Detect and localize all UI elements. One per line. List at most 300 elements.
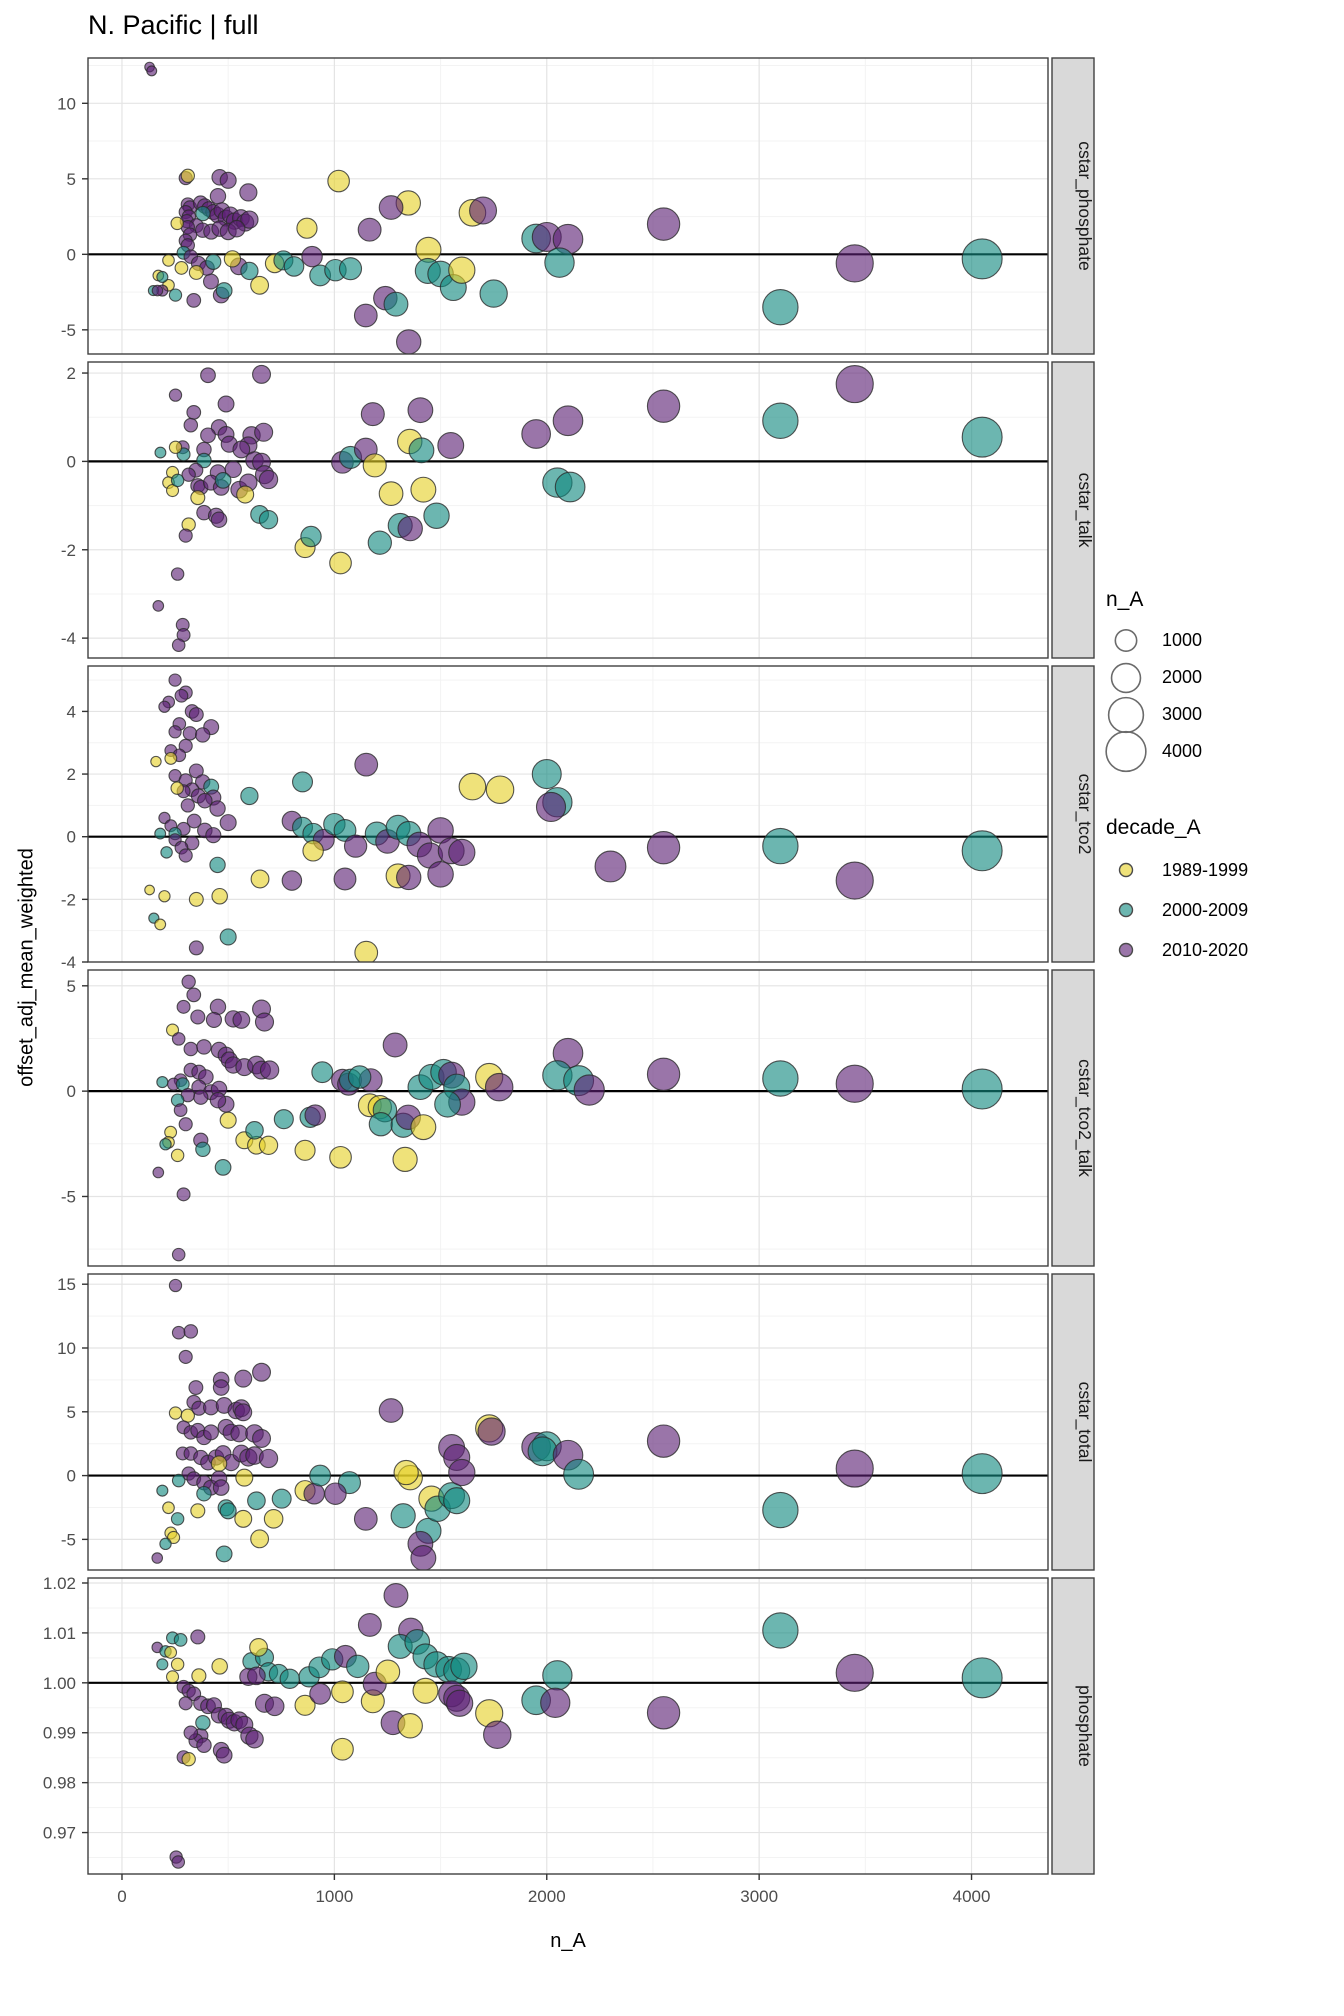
data-point bbox=[259, 1449, 277, 1467]
data-point bbox=[246, 1122, 263, 1139]
y-tick-label: 10 bbox=[57, 1339, 76, 1358]
data-point bbox=[240, 184, 257, 201]
data-point bbox=[196, 728, 210, 742]
data-point bbox=[470, 197, 497, 224]
data-point bbox=[962, 831, 1002, 871]
data-point bbox=[155, 828, 166, 839]
y-tick-label: -5 bbox=[60, 1187, 76, 1207]
data-point bbox=[545, 248, 574, 277]
data-point bbox=[179, 529, 192, 542]
data-point bbox=[159, 701, 170, 712]
data-point bbox=[763, 290, 798, 325]
data-point bbox=[595, 851, 626, 882]
data-point bbox=[384, 1584, 408, 1608]
color-legend-label: 2000-2009 bbox=[1162, 899, 1249, 920]
data-point bbox=[312, 1062, 333, 1083]
facet-strip-label: cstar_talk bbox=[1075, 472, 1095, 548]
data-point bbox=[836, 245, 873, 282]
data-point bbox=[169, 389, 181, 401]
data-point bbox=[191, 1010, 205, 1024]
plot-title: N. Pacific | full bbox=[88, 10, 259, 40]
facet-strip-label: cstar_phosphate bbox=[1075, 141, 1095, 271]
data-point bbox=[196, 1716, 210, 1730]
data-point bbox=[169, 1279, 181, 1291]
data-point bbox=[216, 1546, 232, 1562]
data-point bbox=[447, 1690, 473, 1716]
y-tick-label: 1.02 bbox=[42, 1573, 76, 1593]
data-point bbox=[165, 1646, 177, 1658]
data-point bbox=[541, 1688, 570, 1717]
y-tick-label: 0 bbox=[66, 245, 76, 265]
data-point bbox=[354, 1508, 377, 1531]
data-point bbox=[196, 206, 210, 220]
y-tick-label: 1.00 bbox=[42, 1673, 76, 1693]
data-point bbox=[647, 1697, 679, 1729]
data-point bbox=[536, 792, 565, 821]
y-tick-label: 0.97 bbox=[42, 1823, 76, 1843]
size-legend-label: 3000 bbox=[1162, 704, 1203, 724]
facet-panel-cstar_tco2 bbox=[61, 666, 1095, 972]
data-point bbox=[171, 474, 183, 486]
data-point bbox=[151, 756, 161, 766]
color-legend bbox=[1104, 816, 1334, 970]
data-point bbox=[330, 1146, 352, 1168]
data-point bbox=[358, 1614, 381, 1637]
data-point bbox=[250, 1639, 268, 1657]
data-point bbox=[251, 1530, 269, 1548]
data-point bbox=[187, 988, 201, 1002]
data-point bbox=[368, 531, 391, 554]
data-point bbox=[216, 283, 232, 299]
data-point bbox=[259, 1136, 277, 1154]
data-point bbox=[187, 406, 201, 420]
data-point bbox=[284, 257, 304, 277]
y-tick-label: 5 bbox=[66, 1402, 76, 1422]
data-point bbox=[449, 839, 475, 865]
data-point bbox=[171, 1149, 183, 1161]
data-point bbox=[836, 1654, 873, 1691]
data-point bbox=[172, 1474, 184, 1486]
data-point bbox=[171, 568, 183, 580]
data-point bbox=[213, 1380, 229, 1396]
data-point bbox=[206, 828, 221, 843]
size-legend-title: n_A bbox=[1106, 588, 1144, 611]
data-point bbox=[962, 1069, 1002, 1109]
size-legend-label: 1000 bbox=[1162, 630, 1203, 650]
data-point bbox=[172, 1248, 184, 1260]
y-tick-label: 0 bbox=[66, 827, 76, 847]
data-point bbox=[251, 870, 269, 888]
data-point bbox=[325, 1483, 346, 1504]
data-point bbox=[411, 477, 436, 502]
data-point bbox=[169, 289, 181, 301]
data-point bbox=[191, 1504, 205, 1518]
data-point bbox=[255, 423, 273, 441]
data-point bbox=[163, 255, 175, 267]
y-tick-label: 10 bbox=[57, 94, 76, 114]
data-point bbox=[485, 1073, 512, 1100]
y-tick-label: -2 bbox=[60, 890, 76, 910]
data-point bbox=[231, 1425, 248, 1442]
data-point bbox=[204, 1425, 219, 1440]
data-point bbox=[305, 1105, 325, 1125]
data-point bbox=[157, 1485, 168, 1496]
data-point bbox=[213, 1480, 229, 1496]
data-point bbox=[174, 1104, 187, 1117]
data-point bbox=[184, 418, 197, 431]
data-point bbox=[763, 1492, 798, 1527]
data-point bbox=[169, 441, 181, 453]
data-point bbox=[181, 799, 194, 812]
data-point bbox=[369, 1113, 392, 1136]
y-tick-label: -5 bbox=[60, 320, 76, 340]
data-point bbox=[398, 1714, 422, 1738]
data-point bbox=[160, 1139, 171, 1150]
data-point bbox=[253, 1363, 271, 1381]
y-tick-label: -4 bbox=[60, 629, 76, 649]
data-point bbox=[182, 1753, 195, 1766]
data-point bbox=[182, 975, 195, 988]
data-point bbox=[274, 1110, 293, 1129]
size-legend-label: 2000 bbox=[1162, 667, 1203, 687]
data-point bbox=[211, 512, 226, 527]
x-tick-label: 4000 bbox=[952, 1887, 991, 1906]
size-key-circle-icon bbox=[1104, 730, 1148, 773]
data-point bbox=[189, 941, 203, 955]
data-point bbox=[172, 639, 184, 651]
data-point bbox=[354, 304, 377, 327]
data-point bbox=[486, 776, 513, 803]
data-point bbox=[449, 257, 475, 283]
data-point bbox=[169, 1407, 181, 1419]
data-point bbox=[348, 1066, 370, 1088]
data-point bbox=[157, 271, 168, 282]
y-tick-label: 0 bbox=[66, 1466, 76, 1486]
data-point bbox=[522, 420, 551, 449]
data-point bbox=[409, 438, 434, 463]
color-key-circle-icon bbox=[1104, 900, 1148, 920]
data-point bbox=[344, 835, 366, 857]
data-point bbox=[334, 868, 356, 890]
size-key-circle-icon bbox=[1104, 696, 1148, 734]
data-point bbox=[393, 1147, 417, 1171]
data-point bbox=[169, 674, 181, 686]
data-point bbox=[528, 1437, 557, 1466]
data-point bbox=[189, 708, 203, 722]
data-point bbox=[163, 1502, 175, 1514]
data-point bbox=[189, 1381, 203, 1395]
data-point bbox=[332, 1738, 354, 1760]
size-legend-item bbox=[1104, 696, 1334, 733]
data-point bbox=[379, 196, 403, 220]
data-point bbox=[763, 828, 798, 863]
data-point bbox=[211, 1456, 226, 1471]
color-legend-label: 1989-1999 bbox=[1162, 859, 1249, 880]
data-point bbox=[478, 1418, 505, 1445]
x-tick-label: 0 bbox=[117, 1887, 127, 1906]
data-point bbox=[235, 1510, 252, 1527]
data-point bbox=[293, 772, 313, 792]
y-tick-label: 15 bbox=[57, 1275, 76, 1295]
data-point bbox=[216, 1747, 232, 1763]
data-point bbox=[201, 428, 216, 443]
y-tick-label: 2 bbox=[66, 765, 76, 785]
data-point bbox=[358, 218, 381, 241]
data-point bbox=[192, 1669, 206, 1683]
data-point bbox=[379, 1399, 403, 1423]
data-point bbox=[183, 727, 196, 740]
y-tick-label: 4 bbox=[66, 702, 76, 722]
data-point bbox=[246, 1730, 263, 1747]
y-tick-label: 2 bbox=[66, 364, 76, 384]
data-point bbox=[179, 1118, 192, 1131]
data-point bbox=[836, 862, 873, 899]
size-legend-item bbox=[1104, 733, 1334, 770]
data-point bbox=[383, 1033, 407, 1057]
data-point bbox=[836, 1065, 873, 1102]
data-point bbox=[220, 815, 236, 831]
data-point bbox=[303, 841, 323, 861]
data-point bbox=[384, 292, 408, 316]
data-point bbox=[555, 472, 585, 502]
facet-strip-label: cstar_total bbox=[1075, 1381, 1095, 1463]
data-point bbox=[236, 1469, 253, 1486]
data-point bbox=[233, 1012, 250, 1029]
data-point bbox=[189, 892, 203, 906]
data-point bbox=[347, 1655, 369, 1677]
data-point bbox=[248, 1492, 266, 1510]
x-tick-label: 1000 bbox=[315, 1887, 354, 1906]
data-point bbox=[241, 787, 258, 804]
y-tick-label: -5 bbox=[60, 1530, 76, 1550]
data-point bbox=[172, 1856, 184, 1868]
data-point bbox=[212, 889, 227, 904]
data-point bbox=[574, 1075, 604, 1105]
data-point bbox=[413, 1678, 438, 1703]
data-point bbox=[836, 1450, 873, 1487]
size-legend bbox=[1104, 588, 1334, 770]
data-point bbox=[449, 1459, 475, 1485]
data-point bbox=[295, 1140, 315, 1160]
color-key-circle-icon bbox=[1104, 860, 1148, 880]
data-point bbox=[220, 1503, 236, 1519]
data-point bbox=[197, 1040, 211, 1054]
data-point bbox=[647, 1425, 679, 1457]
data-point bbox=[212, 1659, 227, 1674]
data-point bbox=[179, 1697, 192, 1710]
data-point bbox=[204, 274, 219, 289]
data-point bbox=[355, 753, 378, 776]
facet-panel-cstar_phosphate bbox=[57, 58, 1095, 354]
data-point bbox=[197, 1487, 211, 1501]
data-point bbox=[210, 1093, 225, 1108]
data-point bbox=[179, 849, 192, 862]
data-point bbox=[228, 220, 244, 236]
data-point bbox=[248, 1667, 266, 1685]
data-point bbox=[304, 1483, 324, 1503]
data-point bbox=[330, 552, 352, 574]
data-point bbox=[411, 1546, 436, 1571]
data-point bbox=[165, 753, 177, 765]
data-point bbox=[189, 266, 203, 280]
data-point bbox=[184, 1325, 197, 1338]
data-point bbox=[171, 217, 183, 229]
size-legend-label: 4000 bbox=[1162, 741, 1203, 761]
data-point bbox=[161, 847, 172, 858]
data-point bbox=[394, 1460, 418, 1484]
data-point bbox=[175, 262, 188, 275]
data-point bbox=[196, 1142, 210, 1156]
color-key-circle-icon bbox=[1104, 940, 1148, 960]
data-point bbox=[210, 801, 225, 816]
data-point bbox=[220, 1112, 236, 1128]
y-tick-label: -2 bbox=[60, 540, 76, 560]
data-point bbox=[172, 1033, 184, 1045]
data-point bbox=[153, 601, 164, 612]
data-point bbox=[177, 1188, 190, 1201]
data-point bbox=[157, 1659, 168, 1670]
data-point bbox=[155, 447, 166, 458]
y-axis-title: offset_adj_mean_weighted bbox=[15, 848, 38, 1087]
data-point bbox=[215, 473, 231, 489]
data-point bbox=[235, 1370, 252, 1387]
data-point bbox=[282, 871, 301, 890]
data-point bbox=[379, 482, 403, 506]
facet-panel-cstar_talk bbox=[61, 362, 1095, 658]
data-point bbox=[763, 403, 798, 438]
data-point bbox=[187, 294, 201, 308]
data-point bbox=[459, 773, 486, 800]
data-point bbox=[210, 189, 225, 204]
data-point bbox=[218, 396, 234, 412]
data-point bbox=[167, 1671, 179, 1683]
data-point bbox=[340, 258, 362, 280]
data-point bbox=[310, 1465, 331, 1486]
data-point bbox=[408, 398, 433, 423]
data-point bbox=[220, 172, 236, 188]
data-point bbox=[152, 1553, 162, 1563]
data-point bbox=[363, 454, 386, 477]
size-legend-item bbox=[1104, 622, 1334, 659]
data-point bbox=[181, 169, 194, 182]
data-point bbox=[280, 1669, 299, 1688]
data-point bbox=[763, 1613, 798, 1648]
size-key-circle-icon bbox=[1104, 662, 1148, 694]
data-point bbox=[174, 1634, 187, 1647]
data-point bbox=[169, 726, 181, 738]
data-point bbox=[397, 865, 421, 889]
y-tick-label: 0.98 bbox=[42, 1773, 76, 1793]
data-point bbox=[171, 1658, 183, 1670]
data-point bbox=[184, 1726, 197, 1739]
data-point bbox=[147, 66, 157, 76]
data-point bbox=[376, 1660, 400, 1684]
data-point bbox=[152, 285, 162, 295]
data-point bbox=[355, 941, 378, 964]
data-point bbox=[962, 1454, 1002, 1494]
x-tick-label: 2000 bbox=[527, 1887, 566, 1906]
y-tick-label: 5 bbox=[66, 976, 76, 996]
data-point bbox=[444, 1488, 470, 1514]
data-point bbox=[553, 406, 583, 436]
data-point bbox=[259, 511, 277, 529]
data-point bbox=[543, 1661, 572, 1690]
data-point bbox=[297, 218, 317, 238]
data-point bbox=[175, 689, 188, 702]
y-tick-label: 0 bbox=[66, 452, 76, 472]
facet-strip-label: cstar_tco2_talk bbox=[1075, 1059, 1095, 1177]
color-legend-item bbox=[1104, 850, 1334, 890]
data-point bbox=[237, 486, 254, 503]
data-point bbox=[328, 170, 350, 192]
data-point bbox=[171, 782, 183, 794]
data-point bbox=[391, 1504, 415, 1528]
data-point bbox=[253, 365, 271, 383]
data-point bbox=[235, 1404, 252, 1421]
data-point bbox=[259, 470, 277, 488]
data-point bbox=[424, 503, 449, 528]
y-tick-label: -4 bbox=[60, 953, 76, 972]
data-point bbox=[155, 919, 166, 930]
data-point bbox=[647, 208, 679, 240]
data-point bbox=[157, 1077, 168, 1088]
facet-strip-label: cstar_tco2 bbox=[1075, 773, 1095, 855]
data-point bbox=[272, 1489, 291, 1508]
data-point bbox=[647, 1058, 679, 1090]
data-point bbox=[962, 417, 1002, 457]
data-point bbox=[763, 1061, 798, 1096]
data-point bbox=[191, 491, 205, 505]
data-point bbox=[210, 857, 225, 872]
data-point bbox=[255, 1013, 273, 1031]
y-tick-label: 5 bbox=[66, 169, 76, 189]
data-point bbox=[201, 368, 216, 383]
data-point bbox=[647, 390, 679, 422]
facet-panel-phosphate bbox=[43, 1574, 1095, 1874]
data-point bbox=[145, 885, 155, 895]
x-tick-label: 3000 bbox=[740, 1887, 779, 1906]
data-point bbox=[179, 1350, 192, 1363]
data-point bbox=[153, 1167, 164, 1178]
data-point bbox=[428, 862, 453, 887]
data-point bbox=[206, 1012, 221, 1027]
data-point bbox=[184, 1042, 197, 1055]
data-point bbox=[215, 1160, 231, 1176]
data-point bbox=[480, 280, 507, 307]
data-point bbox=[160, 1538, 171, 1549]
facet-panel-cstar_total bbox=[57, 1274, 1095, 1570]
data-point bbox=[172, 1326, 184, 1338]
data-point bbox=[361, 403, 384, 426]
data-point bbox=[265, 1697, 284, 1716]
data-point bbox=[241, 262, 258, 279]
color-legend-label: 2010-2020 bbox=[1162, 939, 1249, 960]
data-point bbox=[191, 1630, 205, 1644]
data-point bbox=[398, 516, 422, 540]
data-point bbox=[206, 254, 221, 269]
data-point bbox=[224, 251, 240, 267]
data-point bbox=[435, 1091, 461, 1117]
data-point bbox=[260, 1061, 278, 1079]
data-point bbox=[159, 891, 170, 902]
size-legend-item bbox=[1104, 659, 1334, 696]
data-point bbox=[332, 1681, 354, 1703]
color-legend-item bbox=[1104, 890, 1334, 930]
color-legend-item bbox=[1104, 930, 1334, 970]
facet-strip-label: phosphate bbox=[1075, 1685, 1095, 1767]
data-point bbox=[962, 239, 1002, 279]
data-point bbox=[220, 929, 236, 945]
